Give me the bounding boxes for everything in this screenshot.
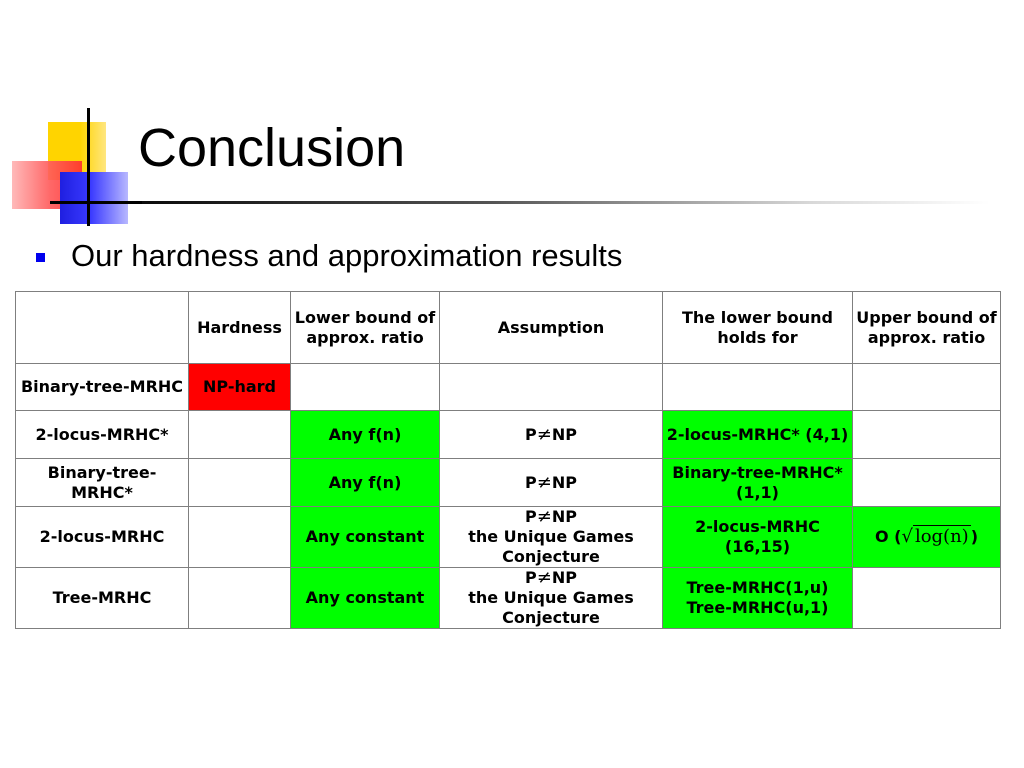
assumption-p: P (525, 424, 537, 444)
cell-upper-bound (853, 507, 1001, 568)
assumption-ugc: the Unique Games Conjecture (468, 588, 634, 627)
cell-lower-bound: Any f(n) (291, 459, 440, 507)
cell-upper-bound (853, 568, 1001, 629)
slide-title: Conclusion (138, 118, 406, 178)
assumption-np: NP (551, 424, 577, 444)
not-equal-symbol: ≠ (536, 506, 552, 527)
upper-bound-suffix: ) (970, 527, 979, 546)
cell-hardness (189, 568, 291, 629)
not-equal-symbol: ≠ (536, 567, 552, 588)
cell-lower-bound: Any f(n) (291, 411, 440, 459)
bullet-text: Our hardness and approximation results (71, 238, 623, 273)
sqrt-radicand: log(n) (914, 526, 969, 547)
cell-problem: Binary-tree-MRHC (16, 364, 189, 411)
cell-upper-bound (853, 364, 1001, 411)
results-table (15, 291, 1001, 629)
table-row (16, 507, 1001, 568)
cell-hardness (189, 459, 291, 507)
bullet-item (36, 238, 622, 274)
cell-lower-bound: Any constant (291, 568, 440, 629)
cell-holds-for: Binary-tree-MRHC*(1,1) (663, 459, 853, 507)
not-equal-symbol: ≠ (536, 471, 552, 493)
table-row (16, 364, 1001, 411)
cell-problem: Binary-tree-MRHC* (16, 459, 189, 507)
cell-assumption (440, 364, 663, 411)
assumption-p: P (525, 472, 537, 492)
table-header-row (16, 292, 1001, 364)
table-row (16, 459, 1001, 507)
assumption-ugc: the Unique Games Conjecture (468, 527, 634, 566)
title-underline-rule (90, 201, 990, 204)
assumption-p: P (525, 507, 537, 526)
cell-holds-for: 2-locus-MRHC* (4,1) (663, 411, 853, 459)
cell-hardness (189, 411, 291, 459)
table-row (16, 568, 1001, 629)
cell-upper-bound (853, 411, 1001, 459)
cell-upper-bound (853, 459, 1001, 507)
holds-for-line: Tree-MRHC(u,1) (686, 598, 829, 617)
header-lower-bound: Lower bound of approx. ratio (291, 292, 440, 364)
cell-holds-for: 2-locus-MRHC (16,15) (663, 507, 853, 568)
logo-blue-square (60, 172, 128, 224)
sqrt-symbol: √ log(n) (901, 526, 969, 547)
assumption-np: NP (551, 568, 577, 587)
logo-horizontal-line (50, 201, 142, 204)
upper-bound-prefix: O ( (874, 527, 902, 546)
cell-lower-bound (291, 364, 440, 411)
cell-assumption (440, 507, 663, 568)
cell-lower-bound: Any constant (291, 507, 440, 568)
assumption-np: NP (551, 472, 577, 492)
cell-holds-for (663, 364, 853, 411)
cell-problem: 2-locus-MRHC* (16, 411, 189, 459)
assumption-np: NP (551, 507, 577, 526)
cell-hardness: NP-hard (189, 364, 291, 411)
cell-assumption (440, 459, 663, 507)
cell-holds-for (663, 568, 853, 629)
header-problem (16, 292, 189, 364)
cell-problem: 2-locus-MRHC (16, 507, 189, 568)
not-equal-symbol: ≠ (536, 423, 552, 445)
header-hardness: Hardness (189, 292, 291, 364)
cell-problem: Tree-MRHC (16, 568, 189, 629)
header-holds-for: The lower bound holds for (663, 292, 853, 364)
cell-assumption (440, 411, 663, 459)
header-assumption: Assumption (440, 292, 663, 364)
assumption-p: P (525, 568, 537, 587)
logo-vertical-line (87, 108, 90, 226)
table-row (16, 411, 1001, 459)
cell-hardness (189, 507, 291, 568)
square-bullet-icon (36, 253, 45, 262)
header-upper-bound: Upper bound of approx. ratio (853, 292, 1001, 364)
holds-for-line: Tree-MRHC(1,u) (686, 578, 829, 597)
cell-assumption (440, 568, 663, 629)
